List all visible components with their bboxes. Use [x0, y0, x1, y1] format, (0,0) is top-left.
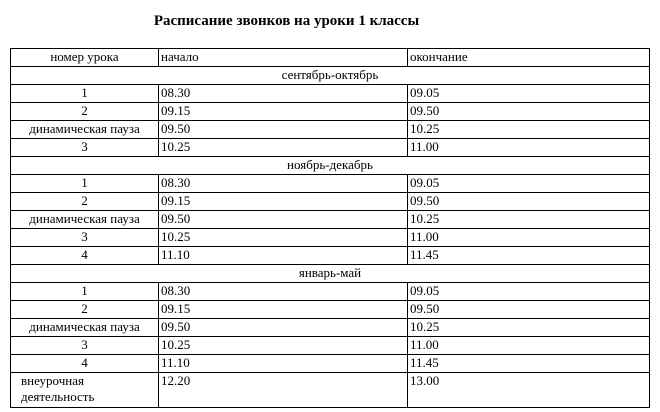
- start-time-cell: 10.25: [159, 337, 408, 355]
- end-time-cell: 09.50: [408, 301, 650, 319]
- end-time-cell: 10.25: [408, 211, 650, 229]
- lesson-cell: 2: [11, 301, 159, 319]
- start-time-cell: 10.25: [159, 229, 408, 247]
- end-time-cell: 09.50: [408, 193, 650, 211]
- period-label: сентябрь-октябрь: [11, 67, 650, 85]
- table-row: [11, 229, 650, 247]
- start-time-cell: 08.30: [159, 283, 408, 301]
- lesson-cell: 1: [11, 283, 159, 301]
- lesson-cell: 2: [11, 193, 159, 211]
- table-row: [11, 103, 650, 121]
- lesson-cell: 2: [11, 103, 159, 121]
- period-row: [11, 265, 650, 283]
- start-time-cell: 08.30: [159, 85, 408, 103]
- page-title: Расписание звонков на уроки 1 классы: [153, 13, 420, 29]
- header-end: окончание: [408, 49, 650, 67]
- start-time-cell: 09.15: [159, 193, 408, 211]
- lesson-cell: 3: [11, 139, 159, 157]
- table-row: [11, 85, 650, 103]
- section-nov-dec: [11, 157, 650, 265]
- period-row: [11, 157, 650, 175]
- start-time-cell: 08.30: [159, 175, 408, 193]
- start-time-cell: 10.25: [159, 139, 408, 157]
- table-row: [11, 283, 650, 301]
- table-row: [11, 139, 650, 157]
- table-row: [11, 175, 650, 193]
- period-label: ноябрь-декабрь: [11, 157, 650, 175]
- end-time-cell: 09.05: [408, 85, 650, 103]
- start-time-cell: 09.50: [159, 121, 408, 139]
- header-lesson: номер урока: [11, 49, 159, 67]
- header-row: [11, 49, 650, 67]
- end-time-cell: 11.45: [408, 247, 650, 265]
- period-row: [11, 67, 650, 85]
- end-time-cell: 11.00: [408, 139, 650, 157]
- start-time-cell: 09.15: [159, 301, 408, 319]
- section-jan-may: [11, 265, 650, 408]
- start-time-cell: 12.20: [159, 373, 408, 408]
- end-time-cell: 13.00: [408, 373, 650, 408]
- lesson-cell: внеурочная деятельность: [11, 373, 159, 408]
- lesson-cell: 1: [11, 175, 159, 193]
- end-time-cell: 11.00: [408, 229, 650, 247]
- table-row: [11, 211, 650, 229]
- table-row: [11, 355, 650, 373]
- end-time-cell: 09.05: [408, 175, 650, 193]
- end-time-cell: 10.25: [408, 319, 650, 337]
- table-row: [11, 247, 650, 265]
- lesson-cell: динамическая пауза: [11, 121, 159, 139]
- table-row: [11, 373, 650, 408]
- lesson-cell: динамическая пауза: [11, 319, 159, 337]
- lesson-cell: 4: [11, 247, 159, 265]
- bell-schedule-table: [10, 48, 650, 408]
- table-row: [11, 337, 650, 355]
- lesson-cell: 3: [11, 229, 159, 247]
- table-row: [11, 121, 650, 139]
- lesson-cell: 4: [11, 355, 159, 373]
- section-sep-oct: [11, 67, 650, 157]
- start-time-cell: 09.50: [159, 211, 408, 229]
- table-row: [11, 319, 650, 337]
- end-time-cell: 11.00: [408, 337, 650, 355]
- end-time-cell: 11.45: [408, 355, 650, 373]
- table-row: [11, 193, 650, 211]
- start-time-cell: 09.15: [159, 103, 408, 121]
- start-time-cell: 09.50: [159, 319, 408, 337]
- start-time-cell: 11.10: [159, 355, 408, 373]
- period-label: январь-май: [11, 265, 650, 283]
- header-start: начало: [159, 49, 408, 67]
- lesson-cell: 3: [11, 337, 159, 355]
- end-time-cell: 09.05: [408, 283, 650, 301]
- lesson-cell: динамическая пауза: [11, 211, 159, 229]
- end-time-cell: 10.25: [408, 121, 650, 139]
- end-time-cell: 09.50: [408, 103, 650, 121]
- lesson-cell: 1: [11, 85, 159, 103]
- start-time-cell: 11.10: [159, 247, 408, 265]
- table-row: [11, 301, 650, 319]
